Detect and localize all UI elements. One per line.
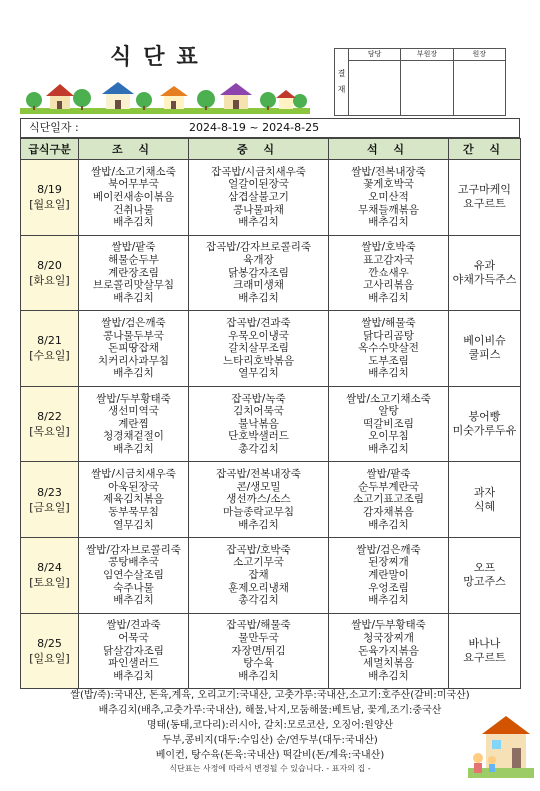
lunch-item: 마늘종락교무침 [222, 505, 294, 518]
breakfast-item: 배추김치 [113, 669, 154, 682]
dinner-item: 옥수수맛살전 [358, 342, 419, 355]
dinner-item: 쌀밥/검은깨죽 [356, 543, 421, 556]
dinner-item: 배추김치 [368, 291, 409, 304]
snack-item: 유과 [473, 258, 496, 272]
lunch-item: 콘/생모밀 [236, 480, 281, 493]
menu-row [21, 537, 521, 613]
breakfast-item: 배추김치 [113, 216, 154, 229]
breakfast-item: 쌀밥/검은깨죽 [101, 317, 166, 329]
lunch-cell [189, 462, 329, 538]
day-date: 8/24 [37, 561, 62, 575]
day-weekday: [수요일] [29, 349, 70, 363]
dinner-item: 꽃게호박국 [363, 178, 414, 191]
lunch-item: 크래미생채 [233, 279, 284, 292]
breakfast-item: 쌀밥/견과죽 [106, 619, 161, 632]
menu-date-bar [20, 118, 520, 138]
breakfast-item: 닭살감자조림 [103, 644, 164, 657]
day-weekday: [일요일] [29, 651, 70, 665]
lunch-item: 잡곡밥/녹죽 [231, 392, 286, 405]
snack-item: 과자 [473, 485, 496, 499]
lunch-cell [189, 235, 329, 311]
dinner-item: 배추김치 [368, 518, 409, 531]
day-cell [21, 386, 79, 462]
snack-item: 바나나 [468, 636, 501, 650]
lunch-item: 단호박샐러드 [228, 430, 289, 443]
day-cell [21, 613, 79, 689]
dinner-item: 순두부계란국 [358, 480, 419, 493]
breakfast-item: 배추김치 [113, 367, 154, 380]
column-header-snack: 간 식 [449, 139, 521, 160]
menu-row [21, 311, 521, 387]
dinner-item: 쌀밥/호박죽 [361, 241, 416, 254]
column-header-breakfast: 조 식 [79, 139, 189, 160]
snack-cell [449, 235, 521, 311]
day-cell [21, 462, 79, 538]
day-date: 8/22 [37, 410, 62, 424]
dinner-cell [329, 462, 449, 538]
lunch-item: 자장면/튀김 [231, 644, 286, 657]
lunch-item: 육개장 [243, 254, 274, 266]
dinner-item: 떡갈비조림 [363, 417, 414, 430]
lunch-item: 닭봉감자조림 [228, 266, 289, 279]
lunch-item: 잡곡밥/시금치새우죽 [211, 165, 306, 178]
dinner-item: 소고기표고조림 [352, 493, 424, 506]
day-date: 8/25 [37, 636, 62, 650]
menu-table [20, 138, 521, 689]
lunch-item: 배추김치 [238, 216, 279, 229]
snack-cell [449, 386, 521, 462]
breakfast-item: 베이컨새송이볶음 [92, 191, 175, 203]
menu-row [21, 386, 521, 462]
origin-line: 배추김치(배추,고춧가루:국내산), 해물,낙지,모둠해물:베트남, 꽃게,조기:중국산 [98, 705, 442, 716]
breakfast-item: 제육김치볶음 [103, 493, 164, 506]
village-illustration [20, 78, 310, 114]
day-weekday: [화요일] [29, 273, 70, 287]
menu-header [0, 0, 540, 118]
breakfast-item: 생선미역국 [108, 405, 159, 418]
dinner-item: 고사리볶음 [363, 279, 414, 292]
breakfast-item: 계란장조림 [108, 266, 159, 279]
breakfast-item: 콩탕배추국 [108, 556, 159, 569]
dinner-item: 배추김치 [368, 669, 409, 682]
snack-item: 요구르트 [463, 650, 506, 664]
lunch-item: 총각김치 [238, 442, 279, 455]
lunch-cell [189, 537, 329, 613]
lunch-item: 생선까스/소스 [226, 493, 291, 506]
breakfast-item: 임연수살조림 [103, 568, 164, 581]
dinner-item: 깐쇼새우 [368, 266, 409, 279]
day-weekday: [목요일] [29, 425, 70, 439]
column-header-dinner: 석 식 [329, 139, 449, 160]
snack-item: 식혜 [473, 499, 496, 513]
approval-column-vice-director[interactable]: 부원장 [401, 49, 453, 115]
page-title: 식단표 [110, 45, 210, 70]
day-cell [21, 160, 79, 236]
day-date: 8/19 [37, 183, 62, 197]
breakfast-item: 숙주나물 [113, 581, 154, 594]
lunch-item: 잡곡밥/전복내장죽 [216, 468, 301, 481]
lunch-item: 배추김치 [238, 669, 279, 682]
dinner-item: 배추김치 [368, 367, 409, 380]
dinner-item: 도부조림 [368, 354, 409, 367]
dinner-item: 배추김치 [368, 594, 409, 607]
snack-item: 고구마케익 [457, 183, 512, 197]
breakfast-item: 배추김치 [113, 442, 154, 455]
date-range: 2024-8-19 ~ 2024-8-25 [189, 121, 320, 134]
snack-item: 붕어빵 [468, 410, 501, 424]
dinner-item: 계란말이 [368, 568, 409, 581]
dinner-cell [329, 537, 449, 613]
footer-note: 식단표는 사정에 따라서 변경될 수 있습니다. - 표자의 집 - [169, 764, 371, 773]
column-header-category: 급식구분 [21, 139, 79, 160]
breakfast-item: 쌀밥/감자브로콜리죽 [86, 543, 181, 556]
dinner-item: 오이무침 [368, 430, 409, 443]
dinner-cell [329, 613, 449, 689]
dinner-item: 된장찌개 [368, 556, 409, 569]
approval-side-label: 결 재 [335, 49, 349, 115]
day-weekday: [월요일] [29, 198, 70, 212]
lunch-item: 훈제오리냉채 [228, 581, 289, 594]
lunch-item: 총각김치 [238, 594, 279, 607]
menu-row [21, 160, 521, 236]
column-header-lunch: 중 식 [189, 139, 329, 160]
breakfast-item: 쌀밥/시금치새우죽 [91, 468, 176, 481]
snack-item: 요구르트 [463, 197, 506, 211]
lunch-item: 잡곡밥/해물죽 [226, 619, 291, 632]
lunch-item: 물만두국 [238, 631, 279, 644]
snack-item: 망고주스 [463, 575, 506, 589]
approval-column-manager[interactable]: 담당 [349, 49, 401, 115]
breakfast-cell [79, 462, 189, 538]
breakfast-item: 아욱된장국 [108, 480, 159, 493]
breakfast-item: 청경채겉절이 [103, 430, 164, 443]
breakfast-item: 해물순두부 [108, 254, 159, 266]
lunch-cell [189, 160, 329, 236]
breakfast-item: 돈피땅잡채 [108, 342, 159, 355]
lunch-item: 얼갈이된장국 [228, 178, 289, 191]
snack-cell [449, 537, 521, 613]
dinner-item: 청국장찌개 [363, 631, 414, 644]
dinner-cell [329, 235, 449, 311]
lunch-item: 잡곡밥/견과죽 [226, 317, 291, 329]
dinner-item: 쌀밥/해물죽 [361, 317, 416, 329]
breakfast-item: 치커리사과무침 [97, 354, 169, 367]
breakfast-cell [79, 386, 189, 462]
breakfast-item: 파인샐러드 [108, 657, 159, 670]
lunch-item: 김치어묵국 [233, 405, 284, 418]
lunch-item: 불낙볶음 [238, 417, 279, 430]
day-weekday: [금요일] [29, 500, 70, 514]
breakfast-item: 계란찜 [118, 417, 149, 430]
snack-cell [449, 311, 521, 387]
dinner-cell [329, 386, 449, 462]
menu-row [21, 613, 521, 689]
breakfast-cell [79, 311, 189, 387]
day-cell [21, 311, 79, 387]
date-label: 식단일자 : [29, 121, 79, 134]
breakfast-item: 건취나물 [113, 203, 154, 216]
lunch-item: 배추김치 [238, 291, 279, 304]
breakfast-item: 쌀밥/소고기채소죽 [91, 165, 176, 178]
dinner-item: 우엉조림 [368, 581, 409, 594]
snack-item: 베이비슈 [463, 334, 506, 348]
dinner-item: 닭다리곰탕 [363, 329, 414, 342]
lunch-item: 삼겹살불고기 [228, 191, 289, 203]
origin-line: 두부,콩비지(대두:수입산) 순/연두부(대두:국내산) [162, 735, 378, 746]
lunch-item: 콩나물파채 [233, 203, 284, 216]
origin-footer [0, 688, 540, 775]
dinner-item: 배추김치 [368, 216, 409, 229]
menu-row [21, 235, 521, 311]
lunch-item: 우묵오이냉국 [228, 329, 289, 342]
snack-item: 미숫가루두유 [452, 424, 517, 438]
breakfast-item: 쌀밥/팥죽 [111, 241, 156, 254]
lunch-item: 느타리호박볶음 [222, 354, 294, 367]
approval-column-director[interactable]: 원장 [454, 49, 505, 115]
day-date: 8/23 [37, 485, 62, 499]
lunch-item: 잡곡밥/호박죽 [226, 543, 291, 556]
snack-cell [449, 462, 521, 538]
breakfast-cell [79, 235, 189, 311]
origin-line: 쌀(밥/죽):국내산, 돈육,계육, 오리고기:국내산, 고춧가루:국내산,소고기:호주산(갈비:미국산) [70, 690, 470, 701]
origin-line: 명태(동태,코다리):러시아, 갈치:모로코산, 오징어:원양산 [146, 720, 394, 731]
menu-table-header-row [21, 139, 521, 160]
day-cell [21, 235, 79, 311]
lunch-item: 잡곡밥/감자브로콜리죽 [206, 241, 311, 254]
snack-item: 쿨피스 [468, 348, 501, 362]
breakfast-item: 배추김치 [113, 594, 154, 607]
lunch-cell [189, 613, 329, 689]
breakfast-item: 배추김치 [113, 291, 154, 304]
breakfast-item: 동부묵무침 [108, 505, 159, 518]
breakfast-item: 브로콜리맛살무침 [92, 279, 175, 292]
dinner-item: 쌀밥/두부황태죽 [351, 619, 426, 632]
day-weekday: [토요일] [29, 576, 70, 590]
breakfast-item: 북어무부국 [108, 178, 159, 191]
dinner-item: 알탕 [378, 405, 399, 418]
lunch-item: 잡채 [248, 568, 269, 581]
breakfast-item: 열무김치 [113, 518, 154, 531]
house-family-illustration [468, 708, 534, 778]
lunch-item: 갈치살무조림 [228, 342, 289, 355]
dinner-item: 쌀밥/전복내장죽 [351, 165, 426, 178]
day-date: 8/20 [37, 258, 62, 272]
dinner-item: 쌀밥/소고기채소죽 [346, 392, 431, 405]
dinner-item: 무채들깨볶음 [358, 203, 419, 216]
dinner-item: 쌀밥/팥죽 [366, 468, 411, 481]
lunch-item: 탕수육 [243, 657, 274, 670]
lunch-item: 소고기무국 [233, 556, 284, 569]
dinner-item: 배추김치 [368, 442, 409, 455]
breakfast-item: 어묵국 [118, 631, 149, 644]
lunch-cell [189, 311, 329, 387]
snack-cell [449, 613, 521, 689]
lunch-item: 배추김치 [238, 518, 279, 531]
dinner-item: 감자채볶음 [363, 505, 414, 518]
breakfast-item: 콩나물두부국 [103, 329, 164, 342]
day-cell [21, 537, 79, 613]
breakfast-cell [79, 537, 189, 613]
snack-item: 야채가득주스 [452, 272, 517, 286]
snack-cell [449, 160, 521, 236]
lunch-cell [189, 386, 329, 462]
lunch-item: 열무김치 [238, 367, 279, 380]
snack-item: 오프 [473, 561, 496, 575]
dinner-cell [329, 311, 449, 387]
breakfast-cell [79, 160, 189, 236]
dinner-item: 표고감자국 [363, 254, 414, 266]
dinner-cell [329, 160, 449, 236]
origin-line: 베이컨, 탕수육(돈육:국내산) 떡갈비(돈/계육:국내산) [155, 750, 385, 761]
day-date: 8/21 [37, 334, 62, 348]
breakfast-item: 쌀밥/두부황태죽 [96, 392, 171, 405]
breakfast-cell [79, 613, 189, 689]
dinner-item: 오미산적 [368, 191, 409, 203]
menu-row [21, 462, 521, 538]
approval-box [334, 48, 506, 116]
dinner-item: 세멸치볶음 [363, 657, 414, 670]
dinner-item: 돈육가지볶음 [358, 644, 419, 657]
